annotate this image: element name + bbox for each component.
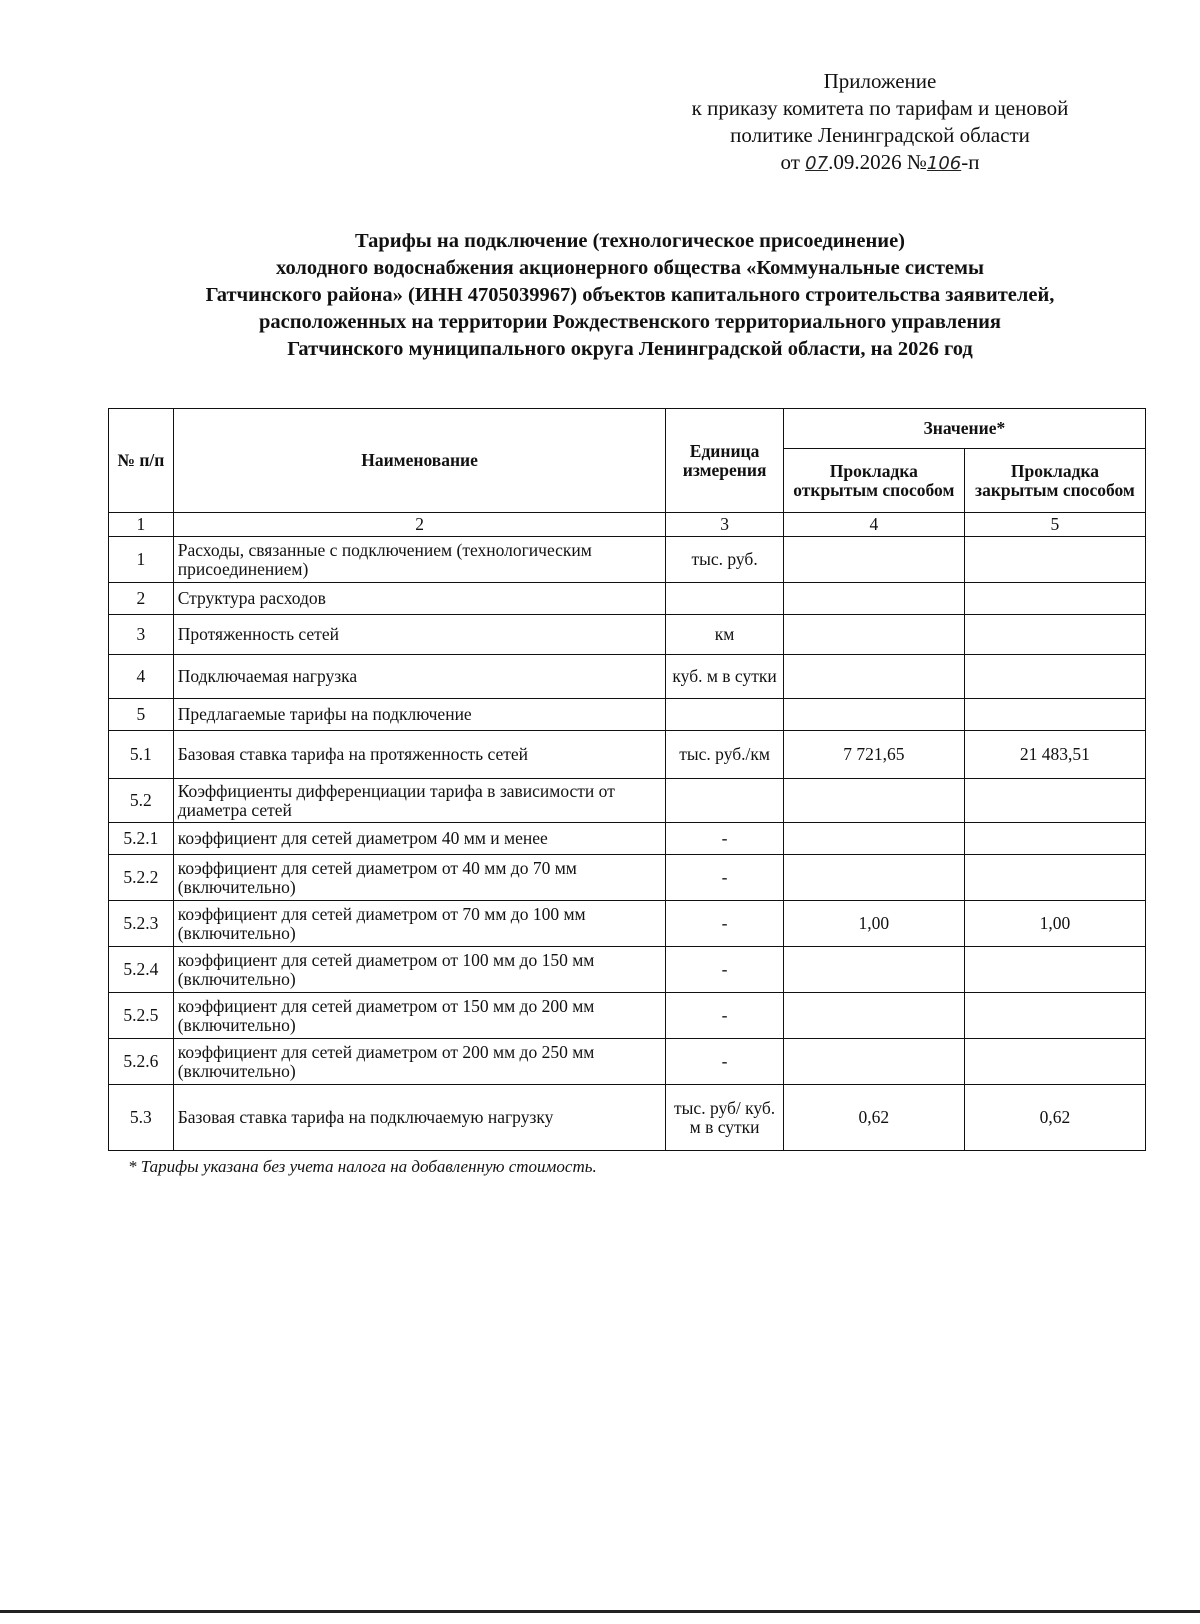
handwritten-order-number: 106 bbox=[926, 153, 962, 174]
table-row bbox=[109, 901, 1146, 947]
row-value-open bbox=[783, 993, 964, 1039]
row-value-closed bbox=[964, 655, 1145, 699]
row-value-open: 0,62 bbox=[783, 1085, 964, 1151]
title-line-3: Гатчинского района» (ИНН 4705039967) объектов капитального строительства заявителей, bbox=[205, 284, 1055, 306]
row-number: 5.2.6 bbox=[109, 1039, 174, 1085]
row-unit: куб. м в сутки bbox=[666, 655, 783, 699]
row-value-open bbox=[783, 615, 964, 655]
row-number: 5.2.5 bbox=[109, 993, 174, 1039]
row-unit bbox=[666, 699, 783, 731]
table-row bbox=[109, 779, 1146, 823]
row-name: коэффициент для сетей диаметром от 40 мм до 70 мм (включительно) bbox=[173, 855, 666, 901]
title-line-5: Гатчинского муниципального округа Ленинградской области, на 2026 год bbox=[287, 338, 973, 360]
row-value-closed bbox=[964, 993, 1145, 1039]
order-suffix: -п bbox=[961, 150, 980, 174]
row-value-closed bbox=[964, 583, 1145, 615]
table-row bbox=[109, 855, 1146, 901]
header-value: Значение* bbox=[783, 409, 1145, 449]
header-open-method: Прокладка открытым способом bbox=[783, 449, 964, 513]
tariff-table bbox=[108, 408, 1146, 1151]
row-value-open bbox=[783, 823, 964, 855]
row-name: коэффициент для сетей диаметром от 70 мм до 100 мм (включительно) bbox=[173, 901, 666, 947]
row-name: Базовая ставка тарифа на протяженность сетей bbox=[173, 731, 666, 779]
table-header bbox=[109, 409, 1146, 537]
header-name: Наименование bbox=[173, 409, 666, 513]
row-value-open bbox=[783, 1039, 964, 1085]
row-number: 5.2 bbox=[109, 779, 174, 823]
handwritten-day: 07 bbox=[805, 153, 829, 174]
row-name: Структура расходов bbox=[173, 583, 666, 615]
row-number: 1 bbox=[109, 537, 174, 583]
row-name: коэффициент для сетей диаметром от 200 мм до 250 мм (включительно) bbox=[173, 1039, 666, 1085]
row-unit: тыс. руб/ куб. м в сутки bbox=[666, 1085, 783, 1151]
row-name: Расходы, связанные с подключением (технологическим присоединением) bbox=[173, 537, 666, 583]
row-number: 5.2.1 bbox=[109, 823, 174, 855]
row-value-open bbox=[783, 699, 964, 731]
row-value-open bbox=[783, 537, 964, 583]
row-name: Коэффициенты дифференциации тарифа в зависимости от диаметра сетей bbox=[173, 779, 666, 823]
row-number: 5 bbox=[109, 699, 174, 731]
row-unit: - bbox=[666, 901, 783, 947]
scan-edge-line bbox=[0, 1610, 1200, 1613]
row-value-closed bbox=[964, 947, 1145, 993]
row-value-closed: 0,62 bbox=[964, 1085, 1145, 1151]
col-number-4: 4 bbox=[783, 513, 964, 537]
title-line-4: расположенных на территории Рождественского территориального управления bbox=[258, 311, 1002, 333]
date-rest: .09.2026 № bbox=[828, 150, 927, 174]
row-value-closed bbox=[964, 1039, 1145, 1085]
col-number-3: 3 bbox=[666, 513, 783, 537]
title-line-2: холодного водоснабжения акционерного общества «Коммунальные системы bbox=[275, 257, 984, 279]
row-number: 4 bbox=[109, 655, 174, 699]
table-row bbox=[109, 583, 1146, 615]
header-unit: Единица измерения bbox=[666, 409, 783, 513]
table-row bbox=[109, 731, 1146, 779]
row-value-closed bbox=[964, 779, 1145, 823]
row-number: 3 bbox=[109, 615, 174, 655]
row-value-closed bbox=[964, 537, 1145, 583]
row-value-open: 7 721,65 bbox=[783, 731, 964, 779]
row-name: Протяженность сетей bbox=[173, 615, 666, 655]
row-name: Подключаемая нагрузка bbox=[173, 655, 666, 699]
row-number: 5.3 bbox=[109, 1085, 174, 1151]
header-closed-method: Прокладка закрытым способом bbox=[964, 449, 1145, 513]
table-row bbox=[109, 1085, 1146, 1151]
row-unit: - bbox=[666, 855, 783, 901]
row-unit: - bbox=[666, 1039, 783, 1085]
appendix-line-3: политике Ленинградской области bbox=[730, 123, 1030, 147]
row-value-closed: 1,00 bbox=[964, 901, 1145, 947]
row-value-open bbox=[783, 655, 964, 699]
footnote: * Тарифы указана без учета налога на добавленную стоимость. bbox=[128, 1157, 597, 1176]
row-value-closed bbox=[964, 823, 1145, 855]
table-body bbox=[109, 537, 1146, 1151]
row-value-open bbox=[783, 947, 964, 993]
row-unit bbox=[666, 583, 783, 615]
appendix-date-line bbox=[640, 149, 1120, 177]
date-prefix: от bbox=[780, 150, 806, 174]
table-row bbox=[109, 699, 1146, 731]
table-row bbox=[109, 993, 1146, 1039]
row-value-closed bbox=[964, 855, 1145, 901]
row-number: 5.2.3 bbox=[109, 901, 174, 947]
row-unit: - bbox=[666, 823, 783, 855]
row-unit: тыс. руб. bbox=[666, 537, 783, 583]
appendix-line-2: к приказу комитета по тарифам и ценовой bbox=[691, 96, 1069, 120]
row-value-closed bbox=[964, 699, 1145, 731]
table-row bbox=[109, 947, 1146, 993]
appendix-line-1: Приложение bbox=[823, 69, 937, 93]
appendix-block bbox=[640, 68, 1120, 177]
table-row bbox=[109, 537, 1146, 583]
table-row bbox=[109, 615, 1146, 655]
row-name: коэффициент для сетей диаметром от 150 мм до 200 мм (включительно) bbox=[173, 993, 666, 1039]
row-value-open: 1,00 bbox=[783, 901, 964, 947]
row-number: 5.1 bbox=[109, 731, 174, 779]
row-value-open bbox=[783, 583, 964, 615]
row-value-open bbox=[783, 855, 964, 901]
title-line-1: Тарифы на подключение (технологическое присоединение) bbox=[354, 230, 906, 252]
row-unit bbox=[666, 779, 783, 823]
row-unit: км bbox=[666, 615, 783, 655]
table-row bbox=[109, 1039, 1146, 1085]
document-title bbox=[105, 228, 1155, 363]
row-value-closed: 21 483,51 bbox=[964, 731, 1145, 779]
row-name: Предлагаемые тарифы на подключение bbox=[173, 699, 666, 731]
table-row bbox=[109, 655, 1146, 699]
col-number-5: 5 bbox=[964, 513, 1145, 537]
row-unit: тыс. руб./км bbox=[666, 731, 783, 779]
row-value-open bbox=[783, 779, 964, 823]
row-value-closed bbox=[964, 615, 1145, 655]
row-name: Базовая ставка тарифа на подключаемую нагрузку bbox=[173, 1085, 666, 1151]
header-num: № п/п bbox=[109, 409, 174, 513]
row-unit: - bbox=[666, 947, 783, 993]
row-name: коэффициент для сетей диаметром от 100 мм до 150 мм (включительно) bbox=[173, 947, 666, 993]
col-number-2: 2 bbox=[173, 513, 666, 537]
row-number: 5.2.4 bbox=[109, 947, 174, 993]
table-row bbox=[109, 823, 1146, 855]
row-number: 5.2.2 bbox=[109, 855, 174, 901]
row-unit: - bbox=[666, 993, 783, 1039]
col-number-1: 1 bbox=[109, 513, 174, 537]
row-name: коэффициент для сетей диаметром 40 мм и менее bbox=[173, 823, 666, 855]
row-number: 2 bbox=[109, 583, 174, 615]
